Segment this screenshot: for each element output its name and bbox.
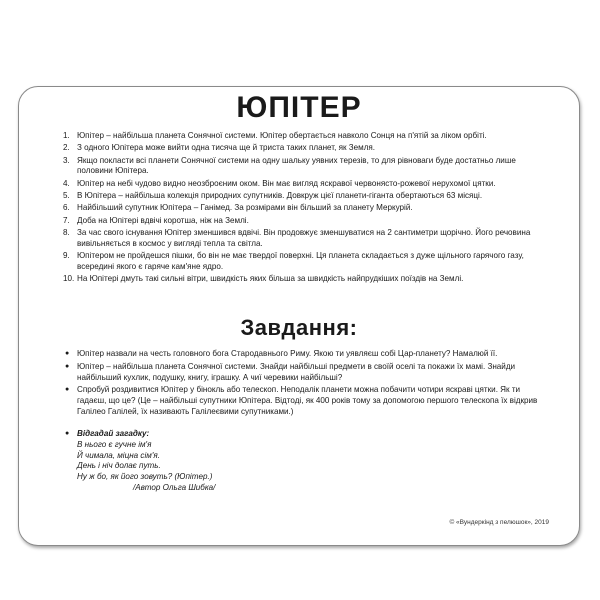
list-item: 3. Якщо покласти всі планети Сонячної системи на одну шальку уявних терезів, то для рівноваги буде достатньо лише половини Юпітера. xyxy=(63,155,516,176)
list-item: ● Юпітер – найбільша планета Сонячної системи. Знайди найбільші предмети в своїй оселі та покажи їх мамі. Знайди найбільший кухлик, подушку, книгу, іграшку. А чиї черевики найбільші? xyxy=(65,361,516,382)
copyright-notice: © «Вундеркінд з пелюшок», 2019 xyxy=(449,519,549,526)
list-item: ● Юпітер назвали на честь головного бога Стародавнього Риму. Якою ти уявляєш собі Цар-планету? Намалюй її. xyxy=(65,349,498,358)
list-item: ● Спробуй роздивитися Юпітер у бінокль або телескоп. Неподалік планети можна побачити чотири яскраві цятки. Як ти гадаєш, що це? (Це – найбільші супутники Юпітера. Відтоді, як 400 років тому за допомогою першого телескопа їх відкрив Галілео Галілей, їх називають Галілеєвими супутниками.) xyxy=(65,385,538,416)
list-item: 10. На Юпітері дмуть такі сильні вітри, швидкість яких більша за швидкість найпрудкіших поїздів на Землі. xyxy=(63,274,464,284)
riddle-block xyxy=(63,429,363,494)
list-item: 2. З одного Юпітера може вийти одна тисяча ще й триста таких планет, як Земля. xyxy=(63,143,376,153)
facts-list xyxy=(63,131,543,286)
riddle-line: День і ніч долає путь. xyxy=(77,461,161,471)
riddle-author: /Автор Ольга Шибка/ xyxy=(133,482,216,492)
bullet-icon: ● xyxy=(65,350,70,357)
list-item: 7. Доба на Юпітері вдвічі коротша, ніж на Землі. xyxy=(63,215,249,225)
bullet-icon: ● xyxy=(65,430,70,437)
tasks-list xyxy=(63,349,543,420)
list-item: 8. За час свого існування Юпітер зменшився вдвічі. Він продовжує зменшуватися на 2 сантиметри щорічно. Його речовина вивільняється в космос у вигляді тепла та світла. xyxy=(63,227,531,248)
tasks-heading: Завдання: xyxy=(240,315,358,340)
riddle-heading: ● Відгадай загадку: xyxy=(65,429,150,438)
list-item: 1. Юпітер – найбільша планета Сонячної системи. Юпітер обертається навколо Сонця на п'ятій за ліком орбіті. xyxy=(63,131,487,140)
riddle-line: Ну ж бо, як його зовуть? (Юпітер.) xyxy=(77,472,213,482)
riddle-line: В нього є гучне ім'я xyxy=(77,439,152,449)
list-item: 5. В Юпітера – найбільша колекція природних супутників. Довкруж цієї планети-гіганта обертаються 63 місяці. xyxy=(63,190,483,200)
list-item: 9. Юпітером не пройдешся пішки, бо він не має твердої поверхні. Ця планета складається з дуже щільного гарячого газу, всередині якого є гаряче кам'яне ядро. xyxy=(63,250,524,271)
bullet-icon: ● xyxy=(65,386,70,394)
info-card xyxy=(18,86,580,546)
list-item: 6. Найбільший супутник Юпітера – Ганімед. За розмірами він більший за планету Меркурій. xyxy=(63,203,413,213)
list-item: 4. Юпітер на небі чудово видно неозброєним оком. Він має вигляд яскравої червонясто-рожевої нерухомої цятки. xyxy=(63,178,496,188)
bullet-icon: ● xyxy=(65,362,70,370)
riddle-line: Й чимала, міцна сім'я. xyxy=(77,450,160,460)
page-title: ЮПІТЕР xyxy=(236,91,362,124)
